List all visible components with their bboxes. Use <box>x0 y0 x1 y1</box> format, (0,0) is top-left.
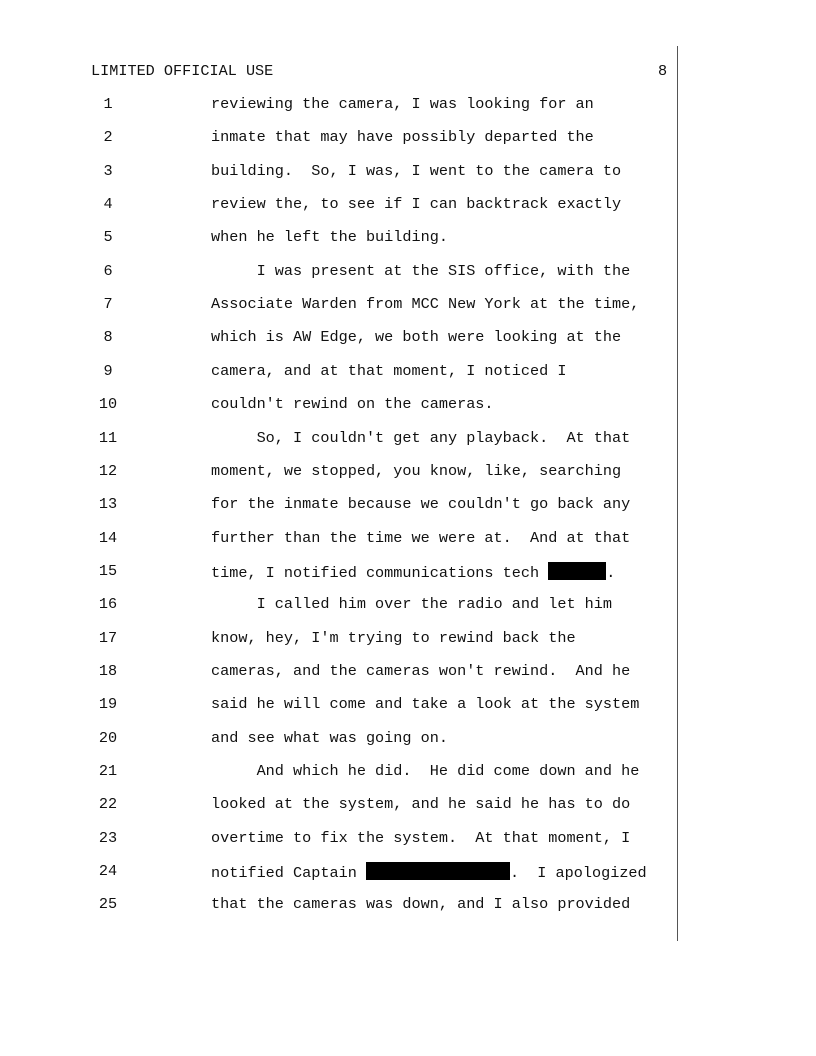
line-text <box>211 262 630 280</box>
transcript-line <box>0 529 816 551</box>
transcript-line <box>0 95 816 117</box>
line-text-content: cameras, and the cameras won't rewind. And he <box>211 661 631 680</box>
line-text-content: for the inmate because we couldn't go back any <box>211 495 631 514</box>
line-number: 23 <box>98 828 118 847</box>
classification-header: LIMITED OFFICIAL USE <box>91 62 274 80</box>
line-text <box>211 95 594 113</box>
line-text-content: And which he did. He did come down and he <box>211 762 640 780</box>
line-number: 18 <box>98 661 118 680</box>
line-text <box>211 295 639 313</box>
transcript-line <box>0 629 816 651</box>
line-number: 2 <box>103 128 113 147</box>
line-text <box>211 162 621 180</box>
line-text-content: said he will come and take a look at the system <box>211 695 640 714</box>
transcript-line <box>0 262 816 284</box>
line-text-content: I called him over the radio and let him <box>211 595 613 614</box>
transcript-line <box>0 362 816 384</box>
transcript-line <box>0 729 816 751</box>
line-text <box>211 629 576 647</box>
line-text <box>211 795 630 813</box>
line-text-content: notified Captain <box>211 864 366 883</box>
line-text <box>211 662 630 680</box>
line-number: 3 <box>103 161 113 180</box>
line-text-content: and see what was going on. <box>211 728 448 747</box>
line-text-content: moment, we stopped, you know, like, searching <box>211 461 622 480</box>
transcript-line <box>0 328 816 350</box>
line-text <box>211 429 630 447</box>
line-text-content: couldn't rewind on the cameras. <box>211 395 494 414</box>
redaction-box <box>366 862 510 880</box>
line-text <box>211 128 594 146</box>
line-number: 7 <box>103 295 113 314</box>
line-number: 11 <box>98 428 118 447</box>
line-text-content: that the cameras was down, and I also provided <box>211 895 631 914</box>
line-number: 20 <box>98 728 118 747</box>
line-number: 4 <box>103 195 113 214</box>
line-number: 16 <box>98 595 118 614</box>
line-text-content: Associate Warden from MCC New York at the time, <box>211 295 640 314</box>
line-number: 8 <box>103 328 113 347</box>
line-number: 25 <box>98 895 118 914</box>
transcript-line <box>0 662 816 684</box>
transcript-line <box>0 128 816 150</box>
line-text-content: building. So, I was, I went to the camera to <box>211 161 622 180</box>
line-number: 15 <box>98 561 118 580</box>
transcript-line <box>0 862 816 884</box>
line-text-content: So, I couldn't get any playback. At that <box>211 428 631 447</box>
transcript-line <box>0 595 816 617</box>
transcript-line <box>0 795 816 817</box>
line-number: 1 <box>103 95 113 113</box>
line-number: 24 <box>98 862 118 881</box>
line-text <box>211 328 621 346</box>
line-text-after-redaction: . I apologized <box>509 864 647 883</box>
transcript-line <box>0 162 816 184</box>
line-text-after-redaction: . <box>606 563 616 582</box>
line-text <box>211 695 639 713</box>
line-number: 5 <box>103 228 113 247</box>
transcript-line <box>0 895 816 917</box>
transcript-line <box>0 195 816 217</box>
line-text-content: camera, and at that moment, I noticed I <box>211 361 567 380</box>
line-number: 13 <box>98 495 118 514</box>
line-number: 6 <box>103 261 113 280</box>
line-number: 10 <box>98 395 118 414</box>
transcript-line <box>0 829 816 851</box>
line-text <box>211 495 630 513</box>
line-number: 17 <box>98 628 118 647</box>
transcript-line <box>0 562 816 584</box>
line-text <box>211 462 621 480</box>
line-text-content: looked at the system, and he said he has to do <box>211 795 631 814</box>
line-number: 22 <box>98 795 118 814</box>
transcript-line <box>0 429 816 451</box>
line-text-content: further than the time we were at. And at that <box>211 528 631 547</box>
line-text-content: when he left the building. <box>211 228 448 247</box>
line-text-content: review the, to see if I can backtrack exactly <box>211 195 622 214</box>
line-text-content: I was present at the SIS office, with the <box>211 261 631 280</box>
line-number: 21 <box>98 762 118 780</box>
line-text-content: know, hey, I'm trying to rewind back the <box>211 628 576 647</box>
line-number: 14 <box>98 528 118 547</box>
transcript-line <box>0 462 816 484</box>
transcript-line <box>0 228 816 250</box>
line-text-content: time, I notified communications tech <box>211 563 549 582</box>
line-text <box>211 595 612 613</box>
line-text <box>211 395 494 413</box>
line-text <box>211 829 630 847</box>
transcript-line <box>0 295 816 317</box>
line-text <box>211 195 621 213</box>
page-number: 8 <box>658 62 668 80</box>
line-text <box>211 729 448 747</box>
line-text-content: overtime to fix the system. At that moment, I <box>211 828 631 847</box>
line-number: 9 <box>103 361 113 380</box>
line-text <box>211 362 566 380</box>
line-text <box>211 895 630 913</box>
line-text <box>211 562 615 582</box>
line-text-content: which is AW Edge, we both were looking at the <box>211 328 622 347</box>
transcript-line <box>0 762 816 784</box>
transcript-line <box>0 395 816 417</box>
line-text-content: inmate that may have possibly departed the <box>211 128 594 147</box>
line-number: 19 <box>98 695 118 714</box>
transcript-line <box>0 495 816 517</box>
line-text <box>211 228 448 246</box>
line-number: 12 <box>98 461 118 480</box>
line-text <box>211 762 639 780</box>
redaction-box <box>548 562 606 580</box>
line-text-content: reviewing the camera, I was looking for an <box>211 95 594 113</box>
line-text <box>211 529 630 547</box>
transcript-line <box>0 695 816 717</box>
line-text <box>211 862 647 882</box>
